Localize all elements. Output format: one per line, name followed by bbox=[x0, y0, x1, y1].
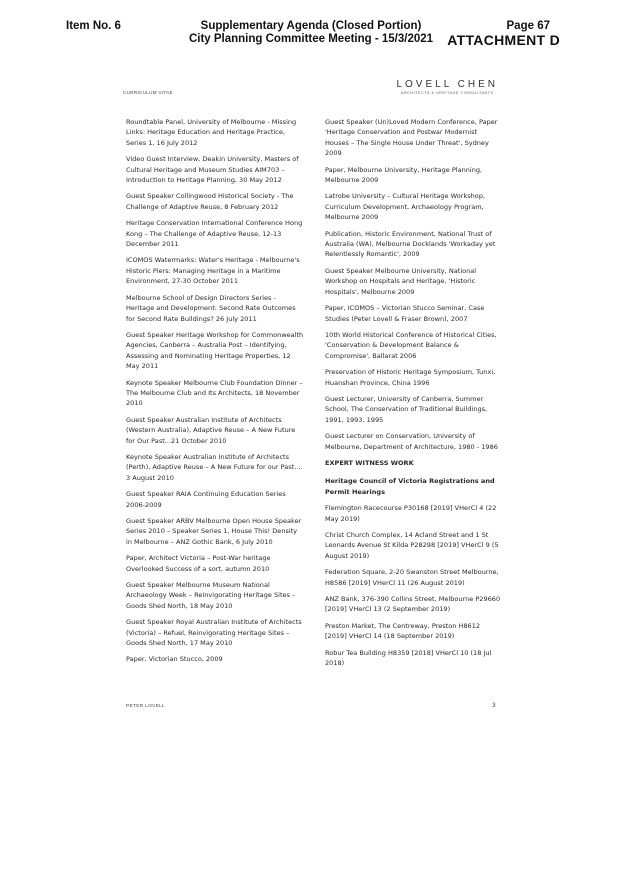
left-column bbox=[126, 117, 304, 671]
logo-subtitle: ARCHITECTS & HERITAGE CONSULTANTS bbox=[400, 91, 494, 95]
right-entries bbox=[325, 117, 503, 452]
cv-entry: Guest Speaker RAIA Continuing Education Series 2006-2009 bbox=[126, 490, 286, 509]
witness-entries bbox=[325, 503, 503, 668]
footer-name: PETER LOVELL bbox=[126, 704, 166, 709]
cv-entry: Guest Speaker Collingwood Historical Society - The Challenge of Adaptive Reuse, 8 February 2012 bbox=[126, 192, 294, 211]
cv-entry: Guest Speaker Melbourne University, National Workshop on Hospitals and Heritage, 'Historic Hospitals', Melbourne 2009 bbox=[325, 266, 477, 296]
witness-entry: Preston Market, The Centreway, Preston H8612 [2019] VHerCl 14 (18 September 2019) bbox=[325, 621, 481, 641]
expert-witness-heading: EXPERT WITNESS WORK bbox=[325, 458, 414, 467]
witness-entry: Federation Square, 2-20 Swanston Street Melbourne, H8586 [2019] VHerCl 11 (26 August 2019) bbox=[325, 568, 499, 587]
expert-witness-subheading: Heritage Council of Victoria Registrations and Permit Hearings bbox=[325, 477, 495, 496]
cv-entry: 10th World Historical Conference of Historical Cities, 'Conservation & Development Balance & Compromise', Ballarat 2006 bbox=[325, 330, 497, 360]
cv-entry: Guest Speaker Australian Institute of Architects (Western Australia), Adaptive Reuse – A New Future for Our Past...21 October 2010 bbox=[126, 415, 296, 445]
cv-entry: Paper, ICOMOS – Victorian Stucco Seminar, Case Studies (Peter Lovell & Fraser Brown), 2007 bbox=[325, 304, 485, 323]
cv-label: CURRICULUM VITAE bbox=[123, 90, 173, 95]
cv-entry: ICOMOS Watermarks: Water's Heritage - Melbourne's Historic Piers: Managing Heritage in a Maritime Environment, 27-30 October 2011 bbox=[126, 256, 300, 286]
agenda-line-2: City Planning Committee Meeting - 15/3/2021 bbox=[188, 33, 434, 45]
witness-entry: Christ Church Complex, 14 Acland Street and 1 St Leonards Avenue St Kilda P28298 [2019] VHerCl 9 (5 August 2019) bbox=[325, 531, 499, 560]
footer-page-number: 3 bbox=[492, 702, 496, 709]
cv-entry: Guest Speaker (Un)Loved Modern Conference, Paper 'Heritage Conservation and Postwar Modernist Houses – The Single House Under Threat', Sydney 2009 bbox=[325, 118, 498, 158]
right-column bbox=[325, 117, 503, 674]
cv-entry: Guest Speaker Heritage Workshop for Commonwealth Agencies, Canberra – Australia Post – Identifying, Assessing and Nominating Heritage Properties, 12 May 2011 bbox=[126, 330, 304, 371]
cv-entry: Video Guest Interview, Deakin University, Masters of Cultural Heritage and Museum Studies AIM703 – Introduction to Heritage Planning, 30 May 2012 bbox=[126, 155, 299, 185]
cv-entry: Publication, Historic Environment, National Trust of Australia (WA), Melbourne Docklands 'Workaday yet Relentlessly Romantic', 2009 bbox=[325, 229, 496, 259]
cv-entry: Guest Lecturer, University of Canberra, Summer School, The Conservation of Traditional Buildings, 1991, 1993, 1995 bbox=[325, 394, 488, 424]
cv-entry: Paper, Melbourne University, Heritage Planning, Melbourne 2009 bbox=[325, 165, 483, 185]
cv-entry: Guest Speaker Melbourne Museum National Archaeology Week – Reinvigorating Heritage Sites – Goods Shed North, 18 May 2010 bbox=[126, 581, 296, 610]
cv-entry: Latrobe University – Cultural Heritage Workshop, Curriculum Development, Archaeology Program, Melbourne 2009 bbox=[325, 192, 486, 222]
cv-entry: Melbourne School of Design Directors Series - Heritage and Development: Second Rate Outcomes for Second Rate Buildings? 26 July 2011 bbox=[126, 293, 296, 323]
cv-entry: Guest Speaker ARBV Melbourne Open House Speaker Series 2010 – Speaker Series 1, House This! Density in Melbourne – ANZ Gothic Bank, 6 July 2010 bbox=[126, 517, 302, 546]
page-number: Page 67 bbox=[506, 20, 550, 32]
witness-entry: Flemington Racecourse P30168 [2019] VHerCl 4 (22 May 2019) bbox=[325, 504, 497, 523]
cv-entry: Keynote Speaker Melbourne Club Foundation Dinner – The Melbourne Club and Its Architects, 18 November 2010 bbox=[126, 378, 303, 408]
cv-entry: Keynote Speaker Australian Institute of Architects (Perth), Adaptive Reuse – A New Future for our Past.... 3 August 2010 bbox=[126, 452, 303, 482]
cv-entry: Guest Lecturer on Conservation, University of Melbourne, Department of Architecture, 1980 - 1986 bbox=[325, 432, 498, 451]
cv-entry: Paper, Architect Victoria – Post-War heritage Overlooked Success of a sort, autumn 2010 bbox=[126, 554, 271, 573]
witness-entry: ANZ Bank, 376-390 Collins Street, Melbourne P29660 [2019] VHerCl 13 (2 September 2019) bbox=[325, 595, 501, 614]
cv-entry: Paper, Victorian Stucco, 2009 bbox=[126, 655, 223, 664]
item-number: Item No. 6 bbox=[66, 20, 121, 32]
cv-entry: Roundtable Panel, University of Melbourne - Missing Links: Heritage Education and Heritage Practice, Series 1, 16 July 2012 bbox=[126, 118, 297, 147]
cv-entry: Preservation of Historic Heritage Symposium, Tunxi, Huanshan Province, China 1996 bbox=[325, 368, 496, 387]
cv-entry: Heritage Conservation International Conference Hong Kong – The Challenge of Adaptive Reuse, 12-13 December 2011 bbox=[126, 219, 303, 249]
attachment-label: ATTACHMENT D bbox=[447, 32, 560, 48]
agenda-line-1: Supplementary Agenda (Closed Portion) bbox=[200, 20, 422, 32]
cv-entry: Guest Speaker Royal Australian Institute of Architects (Victoria) – Refuel, Reinvigorating Heritage Sites – Goods Shed North, 17 May 2010 bbox=[126, 618, 302, 648]
logo-name: LOVELL CHEN bbox=[396, 79, 498, 90]
witness-entry: Robur Tea Building H8359 [2018] VHerCl 10 (18 Jul 2018) bbox=[325, 648, 492, 668]
company-logo bbox=[396, 79, 498, 95]
